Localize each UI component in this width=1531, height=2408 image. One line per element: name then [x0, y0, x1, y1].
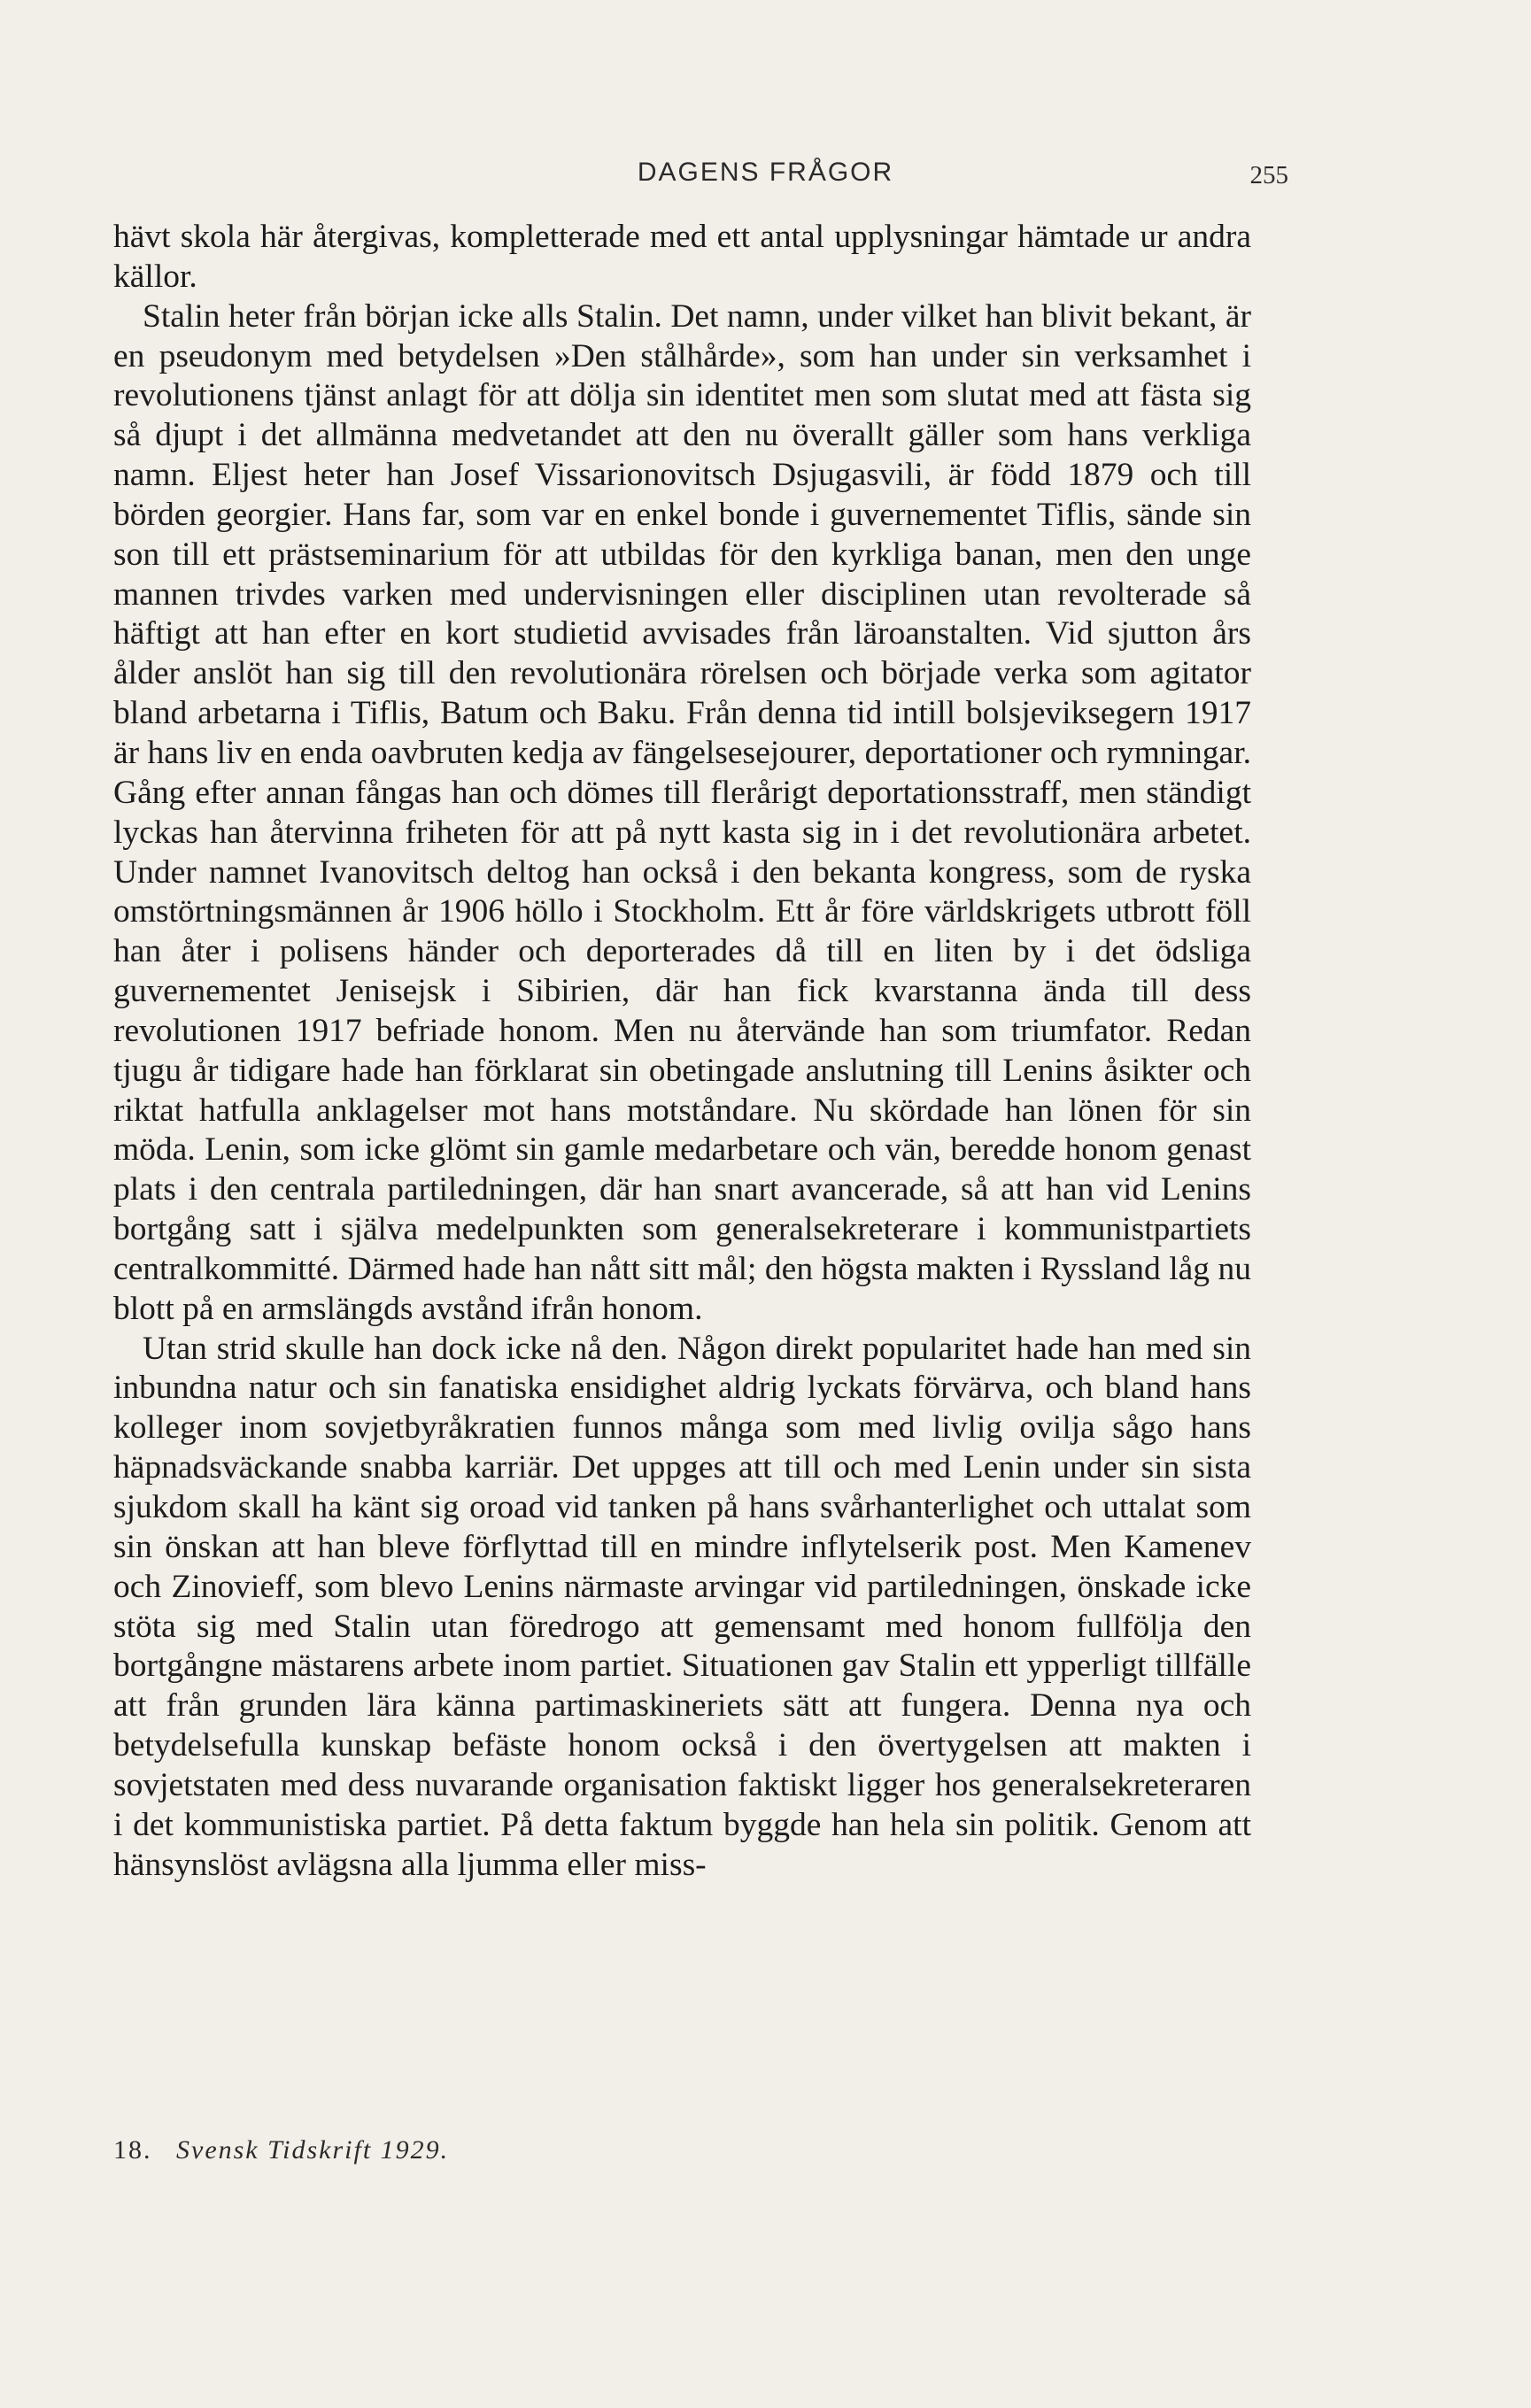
running-title: DAGENS FRÅGOR	[637, 158, 894, 187]
body-text	[113, 218, 1251, 1885]
page-footer	[113, 2135, 449, 2165]
page-header	[0, 158, 1531, 202]
paragraph-continuation: hävt skola här återgivas, kompletterade med ett antal upplysningar hämtade ur andra källor.	[113, 219, 1251, 295]
signature-mark: 18.	[113, 2135, 152, 2165]
journal-title: Svensk Tidskrift 1929.	[176, 2135, 450, 2165]
paragraph-power-struggle: Utan strid skulle han dock icke nå den. Någon direkt popularitet hade han med sin inbundna natur och sin fanatiska ensidighet aldrig lyckats förvärva, och bland hans kolleger inom sovjetbyråkratien funnos många som med livlig ovilja sågo hans häpnadsväckande snabba karriär. Det uppges att till och med Lenin under sin sista sjukdom skall ha känt sig oroad vid tanken på hans svårhanterlighet och uttalat som sin önskan att han bleve förflyttad till en mindre inflytelserik post. Men Kamenev och Zinovieff, som blevo Lenins närmaste arvingar vid partiledningen, önskade icke stöta sig med Stalin utan föredrogo att gemensamt med honom fullfölja den bortgångne mästarens arbete inom partiet. Situationen gav Stalin ett ypperligt tillfälle att från grunden lära känna partimaskineriets sätt att fungera. Denna nya och betydelsefulla kunskap befäste honom också i den övertygelsen att makten i sovjetstaten med dess nuvarande organisation faktiskt ligger hos generalsekreteraren i det kommunistiska partiet. På detta faktum byggde han hela sin politik. Genom att hänsynslöst avlägsna alla ljumma eller miss-	[113, 1330, 1251, 1883]
page-number: 255	[1249, 161, 1288, 189]
paragraph-stalin-biography: Stalin heter från början icke alls Stalin. Det namn, under vilket han blivit bekant, är en pseudonym med betydelsen »Den stålhårde», som han under sin verksamhet i revolutionens tjänst anlagt för att dölja sin identitet men som slutat med att fästa sig så djupt i det allmänna medvetandet att den nu överallt gäller som hans verkliga namn. Eljest heter han Josef Vissarionovitsch Dsjugasvili, är född 1879 och till börden georgier. Hans far, som var en enkel bonde i guvernementet Tiflis, sände sin son till ett prästseminarium för att utbildas för den kyrkliga banan, men den unge mannen trivdes varken med undervisningen eller disciplinen utan revolterade så häftigt att han efter en kort studietid avvisades från läroanstalten. Vid sjutton års ålder anslöt han sig till den revolutionära rörelsen och började verka som agitator bland arbetarna i Tiflis, Batum och Baku. Från denna tid intill bolsjeviksegern 1917 är hans liv en enda oavbruten kedja av fängelsesejourer, deportationer och rymningar. Gång efter annan fångas han och dömes till flerårigt deportationsstraff, men ständigt lyckas han återvinna friheten för att på nytt kasta sig in i det revolutionära arbetet. Under namnet Ivanovitsch deltog han också i den bekanta kongress, som de ryska omstörtningsmännen år 1906 höllo i Stockholm. Ett år före världskrigets utbrott föll han åter i polisens händer och deporterades då till en liten by i det ödsliga guvernementet Jenisejsk i Sibirien, där han fick kvarstanna ända till dess revolutionen 1917 befriade honom. Men nu återvände han som triumfator. Redan tjugu år tidigare hade han förklarat sin obetingade anslutning till Lenins åsikter och riktat hatfulla anklagelser mot hans motståndare. Nu skördade han lönen för sin möda. Lenin, som icke glömt sin gamle medarbetare och vän, beredde honom genast plats i den centrala partiledningen, där han snart avancerade, så att han vid Lenins bortgång satt i själva medelpunkten som generalsekreterare i kommunistpartiets centralkommitté. Därmed hade han nått sitt mål; den högsta makten i Ryssland låg nu blott på en armslängds avstånd ifrån honom.	[113, 297, 1251, 1327]
